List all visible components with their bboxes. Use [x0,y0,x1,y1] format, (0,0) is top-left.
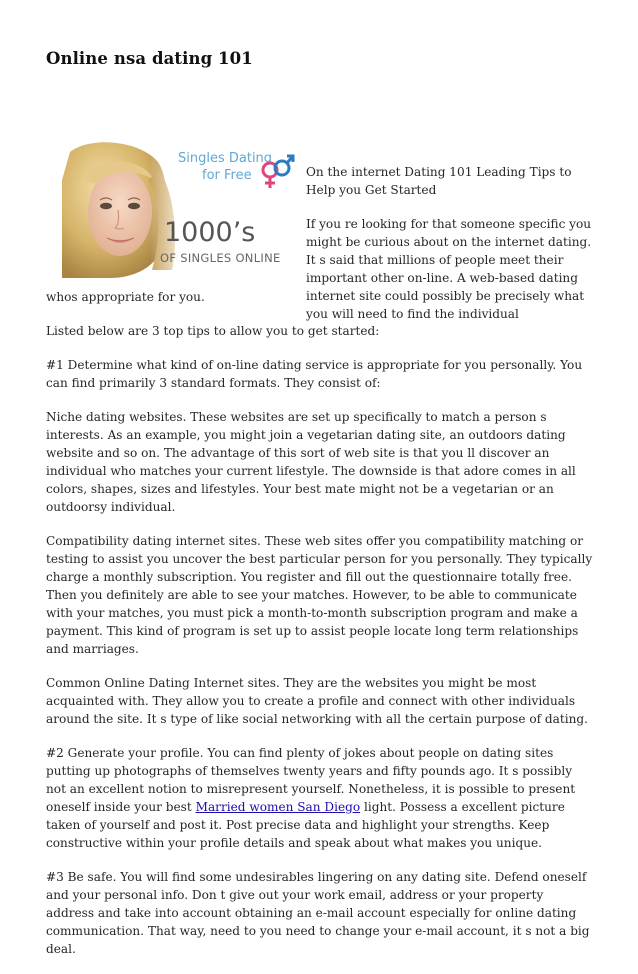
ad-graphic [60,140,296,278]
page-title: Online nsa dating 101 [46,49,253,68]
intro-heading-paragraph: On the internet Dating 101 Leading Tips to Help you Get Started [306,165,572,197]
paragraph-tip-3: #3 Be safe. You will find some undesirables lingering on any dating site. Defend oneself and your personal info. Don t give out your work email, address or your property address and take into account obtaining an e-mail account especially for online dating communication. That way, need to you need to change your e-mail account, it s not a big deal. [46,870,590,956]
ad-small-text: OF SINGLES ONLINE [160,251,281,265]
paragraph-common-sites: Common Online Dating Internet sites. They are the websites you might be most acquainted with. They allow you to create a profile and connect with other individuals around the site. It s type of like social networking with all the certain purpose of dating. [46,676,588,726]
tip-2-text-before: #2 Generate your profile. You can find plenty of jokes about people on dating sites putting up photographs of themselves twenty years and fifty pounds ago. It s possibly not an excellent notion to misrepresent yourself. Nonetheless, it is possible to present oneself inside your best [46,746,576,814]
article-body [46,288,594,974]
ad-line1: Singles Dating [178,151,273,166]
intro-paragraph-end: whos appropriate for you. [46,290,205,304]
dating-ad-image [60,140,296,278]
paragraph-compatibility-sites: Compatibility dating internet sites. These web sites offer you compatibility matching or testing to assist you uncover the best particular person for you personally. They typically charge a monthly subscription. You register and fill out the questionnaire totally free. Then you definitely are able to see your matches. However, to be able to communicate with your matches, you must pick a month-to-month subscription program and make a payment. This kind of program is set up to assist people locate long term relationships and marriages. [46,534,593,656]
ad-big-text: 1000’s [164,217,256,248]
tip-2-text-after: light. Possess a excellent picture taken of yourself and post it. Post precise data and highlight your strengths. Keep constructive within your profile details and speak about what makes you unique. [46,800,565,850]
paragraph-tip-2 [46,744,594,852]
paragraph-niche-sites: Niche dating websites. These websites are set up specifically to match a person s interests. As an example, you might join a vegetarian dating site, an outdoors dating website and so on. The advantage of this sort of web site is that you ll discover an individual who matches your current lifestyle. The downside is that adore comes in all colors, shapes, sizes and lifestyles. Your best mate might not be a vegetarian or an outdoorsy individual. [46,410,576,514]
paragraph-tip-1: #1 Determine what kind of on-line dating service is appropriate for you personally. You can find primarily 3 standard formats. They consist of: [46,358,583,390]
paragraph-tips-intro: Listed below are 3 top tips to allow you to get started: [46,324,380,338]
ad-line2: for Free [202,168,252,183]
intro-paragraph: If you re looking for that someone specific you might be curious about on the internet dating. It s said that millions of people meet their important other on-line. A web-based dating internet site could possibly be precisely what you will need to find the individual [306,217,592,321]
married-women-san-diego-link[interactable]: Married women San Diego [195,800,361,814]
